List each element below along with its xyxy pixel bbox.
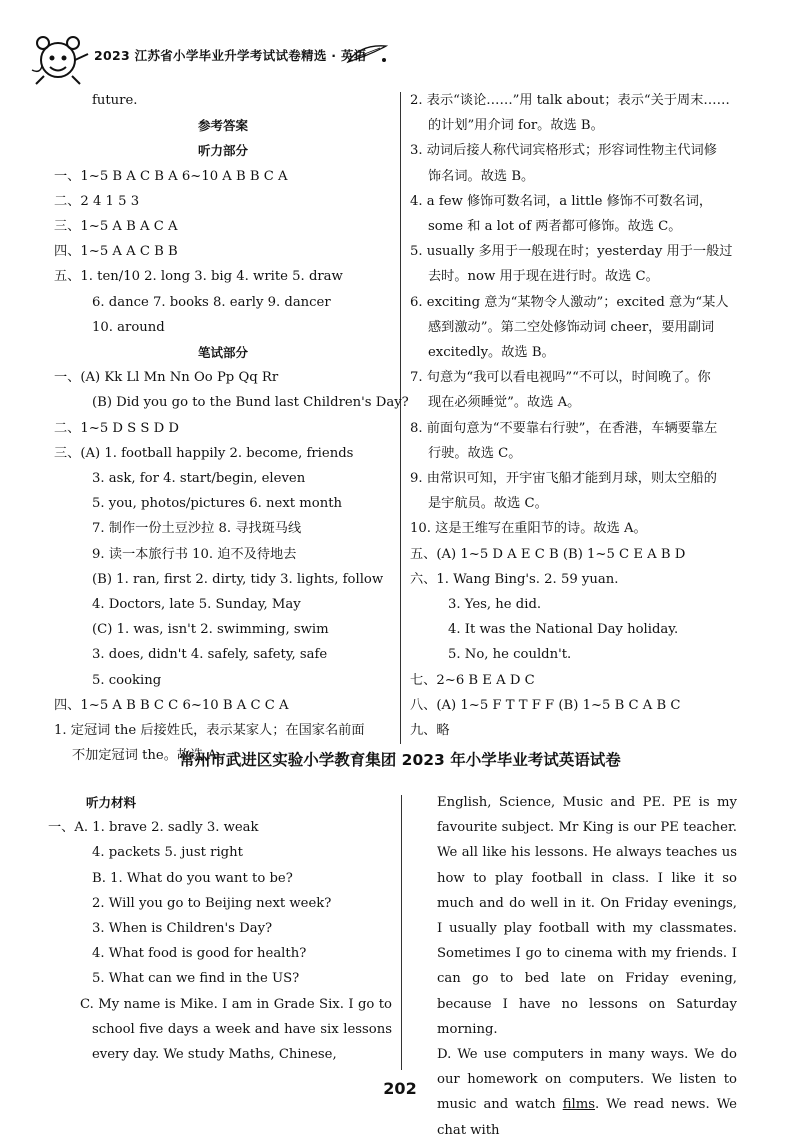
answer-line: 去时。now 用于现在进行时。故选 C。 [428, 269, 659, 285]
answer-line: 1. 定冠词 the 后接姓氏，表示某家人；在国家名前面 [54, 723, 365, 739]
material-line: 3. When is Children's Day? [92, 921, 273, 937]
heading-written: 笔试部分 [197, 345, 248, 361]
answer-line: 5. No, he couldn't. [448, 647, 572, 663]
heading-listening: 听力部分 [197, 143, 248, 159]
answer-line: (C) 1. was, isn't 2. swimming, swim [92, 622, 329, 638]
alarm-clock-mascot-icon [28, 30, 94, 86]
answer-line: 4. a few 修饰可数名词，a little 修饰不可数名词， [410, 193, 713, 209]
material-line: B. 1. What do you want to be? [92, 870, 293, 886]
column-divider [400, 92, 401, 744]
answer-line: 是宇航员。故选 C。 [428, 496, 548, 512]
answer-line: 8. 前面句意为“不要靠右行驶”，在香港，车辆要靠左 [410, 420, 718, 436]
answer-line: 感到激动”。第二空处修饰动词 cheer，要用副词 [428, 319, 715, 335]
passage-c-continued: English, Science, Music and PE. PE is my favourite subject. Mr King is our PE teacher. We all like his lessons. He always teaches us how to play football in class. I like it so much and do well in it. On Friday evenings, I usually play football with my classmates. Sometimes I go to cinema with my friends. I can go to bed late on Friday evening, because I have no lessons on Saturday morning. [437, 795, 737, 1037]
page-header [28, 30, 388, 86]
answer-line: 不加定冠词 the。故选 A。 [72, 748, 231, 764]
answer-line: 二、1~5 D S S D D [54, 420, 179, 436]
answer-line: 四、1~5 A B B C C 6~10 B A C C A [54, 697, 289, 713]
answer-line: 行驶。故选 C。 [428, 445, 522, 461]
answer-column-right [410, 88, 740, 743]
answer-line: 八、(A) 1~5 F T T F F (B) 1~5 B C A B C [410, 697, 681, 713]
listening-material-left [48, 790, 392, 1067]
answer-line: 3. does, didn't 4. safely, safety, safe [92, 647, 328, 663]
answer-line: future. [92, 93, 138, 108]
answer-line: 4. Doctors, late 5. Sunday, May [92, 597, 301, 613]
answer-line: 三、(A) 1. football happily 2. become, friends [54, 445, 354, 461]
answer-line: 饰名词。故选 B。 [428, 168, 535, 184]
answer-line: 一、(A) Kk Ll Mn Nn Oo Pp Qq Rr [54, 370, 279, 386]
answer-line: 7. 句意为“我可以看电视吗”“不可以，时间晚了。你 [410, 370, 711, 386]
answer-column-left [54, 88, 409, 768]
answer-line: 5. usually 多用于一般现在时；yesterday 用于一般过 [410, 244, 733, 260]
page-number: 202 [383, 1079, 417, 1098]
answer-line: 二、2 4 1 5 3 [54, 193, 140, 209]
material-line: 4. What food is good for health? [92, 946, 307, 962]
heading-answers: 参考答案 [197, 118, 248, 134]
answer-line: 4. It was the National Day holiday. [448, 622, 679, 638]
answer-line: 6. dance 7. books 8. early 9. dancer [92, 294, 331, 310]
answer-line: (B) Did you go to the Bund last Children's Day? [92, 395, 409, 411]
answer-line: 的计划”用介词 for。故选 B。 [428, 118, 604, 134]
material-line: 5. What can we find in the US? [92, 971, 300, 987]
material-line: 4. packets 5. just right [92, 845, 243, 861]
passage-c: C. My name is Mike. I am in Grade Six. I go to school five days a week and have six lessons every day. We study Maths, Chinese, [80, 996, 392, 1063]
answer-line: 五、(A) 1~5 D A E C B (B) 1~5 C E A B D [410, 546, 686, 562]
answer-line: 7. 制作一份土豆沙拉 8. 寻找斑马线 [92, 521, 302, 537]
answer-line: 现在必须睡觉”。故选 A。 [428, 395, 581, 411]
answer-line: some 和 a lot of 两者都可修饰。故选 C。 [428, 219, 682, 235]
column-divider [401, 795, 402, 1070]
answer-line: 3. Yes, he did. [448, 597, 542, 613]
passage-d-text: D. We use computers in many ways. We do our homework on computers. We listen to music and watch [437, 1047, 737, 1113]
material-line: 2. Will you go to Beijing next week? [92, 895, 332, 911]
answer-line: 5. cooking [92, 672, 162, 688]
answer-line: 9. 由常识可知，开宇宙飞船才能到月球，则太空船的 [410, 471, 717, 487]
answer-line: 9. 读一本旅行书 10. 迫不及待地去 [92, 546, 297, 562]
answer-line: 六、1. Wang Bing's. 2. 59 yuan. [410, 571, 619, 587]
passage-d-text-end: . We read news. We chat with [437, 1097, 737, 1138]
answer-line: 七、2~6 B E A D C [410, 672, 535, 688]
leaf-ornament-icon [346, 40, 390, 66]
answer-line: 3. 动词后接人称代词宾格形式；形容词性物主代词修 [410, 143, 717, 159]
answer-line: 10. 这是王维写在重阳节的诗。故选 A。 [410, 521, 647, 537]
answer-line: 三、1~5 A B A C A [54, 219, 178, 235]
answer-line: 五、1. ten/10 2. long 3. big 4. write 5. draw [54, 269, 343, 285]
answer-line: 九、略 [410, 723, 450, 739]
answer-line: 四、1~5 A A C B B [54, 244, 178, 260]
answer-line: 3. ask, for 4. start/begin, eleven [92, 471, 306, 487]
answer-line: (B) 1. ran, first 2. dirty, tidy 3. lights, follow [92, 571, 384, 587]
heading-listening-material: 听力材料 [86, 795, 137, 810]
header-title: 2023 江苏省小学毕业升学考试试卷精选 · 英语 [94, 48, 367, 63]
answer-line: 5. you, photos/pictures 6. next month [92, 496, 343, 512]
answer-line: 10. around [92, 319, 165, 335]
answer-line: 2. 表示“谈论……”用 talk about；表示“关于周末…… [410, 93, 730, 108]
passage-d-underlined: films [562, 1097, 595, 1113]
answer-line: 一、1~5 B A C B A 6~10 A B B C A [54, 168, 288, 184]
answer-line: excitedly。故选 B。 [428, 345, 555, 361]
answer-line: 6. exciting 意为“某物令人激动”；excited 意为“某人 [410, 294, 729, 310]
material-line: 一、A. 1. brave 2. sadly 3. weak [48, 820, 259, 836]
section-title: 常州市武进区实验小学教育集团 2023 年小学毕业考试英语试卷 [179, 751, 621, 769]
